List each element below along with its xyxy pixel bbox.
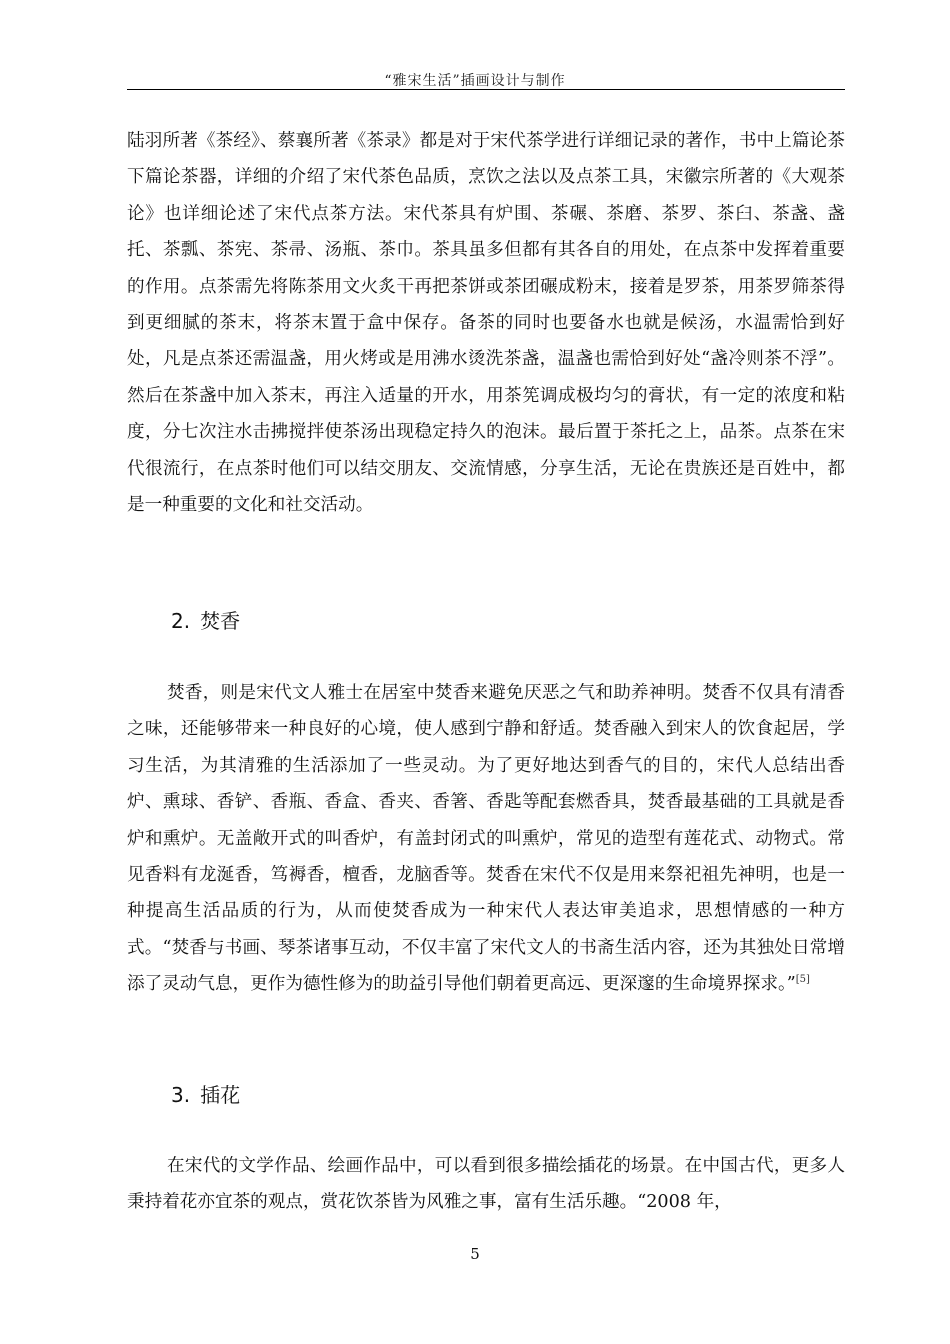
section-title: 焚香: [200, 609, 241, 633]
header-divider: [127, 89, 845, 90]
section-number: 2.: [171, 609, 191, 633]
page-number: 5: [470, 1245, 480, 1263]
section-number: 3.: [171, 1083, 191, 1107]
paragraph-incense: [127, 675, 845, 1003]
paragraph-incense-text: 焚香，则是宋代文人雅士在居室中焚香来避免厌恶之气和助养神明。焚香不仅具有清香之味，还能够带来一种良好的心境，使人感到宁静和舒适。焚香融入到宋人的饮食起居，学习生活，为其清雅的生活添加了一些灵动。为了更好地达到香气的目的，宋代人总结出香炉、熏球、香铲、香瓶、香盒、香夹、香箸、香匙等配套燃香具，焚香最基础的工具就是香炉和熏炉。无盖敞开式的叫香炉，有盖封闭式的叫熏炉，常见的造型有莲花式、动物式。常见香料有龙涎香，笃褥香，檀香，龙脑香等。焚香在宋代不仅是用来祭祀祖先神明，也是一种提高生活品质的行为，从而使焚香成为一种宋代人表达审美追求，思想情感的一种方式。“焚香与书画、琴茶诸事互动，不仅丰富了宋代文人的书斋生活内容，还为其独处日常增添了灵动气息，更作为德性修为的助益引导他们朝着更高远、更深邃的生命境界探求。”: [127, 683, 845, 995]
section-title: 插花: [200, 1083, 241, 1107]
section-heading-flower-arrangement: [171, 1080, 240, 1110]
citation-reference: [5]: [795, 974, 810, 986]
paragraph-flower-arrangement: 在宋代的文学作品、绘画作品中，可以看到很多描绘插花的场景。在中国古代，更多人秉持着花亦宜茶的观点，赏花饮茶皆为风雅之事，富有生活乐趣。“2008 年，: [127, 1156, 845, 1213]
section-heading-incense: [171, 606, 240, 636]
running-header: “雅宋生活”插画设计与制作: [384, 73, 566, 89]
paragraph-tea-utensils: 陆羽所著《茶经》、蔡襄所著《茶录》都是对于宋代茶学进行详细记录的著作，书中上篇论茶下篇论茶器，详细的介绍了宋代茶色品质，烹饮之法以及点茶工具，宋徽宗所著的《大观茶论》也详细论述了宋代点茶方法。宋代茶具有炉围、茶碾、茶磨、茶罗、茶臼、茶盏、盏托、茶瓢、茶宪、茶帚、汤瓶、茶巾。茶具虽多但都有其各自的用处，在点茶中发挥着重要的作用。点茶需先将陈茶用文火炙干再把茶饼或茶团碾成粉末，接着是罗茶，用茶罗筛茶得到更细腻的茶末，将茶末置于盒中保存。备茶的同时也要备水也就是候汤，水温需恰到好处，凡是点茶还需温盏，用火烤或是用沸水烫洗茶盏，温盏也需恰到好处“盏冷则茶不浮”。然后在茶盏中加入茶末，再注入适量的开水，用茶筅调成极均匀的膏状，有一定的浓度和粘度，分七次注水击拂搅拌使茶汤出现稳定持久的泡沫。最后置于茶托之上，品茶。点茶在宋代很流行，在点茶时他们可以结交朋友、交流情感，分享生活，无论在贵族还是百姓中，都是一种重要的文化和社交活动。: [127, 131, 845, 516]
